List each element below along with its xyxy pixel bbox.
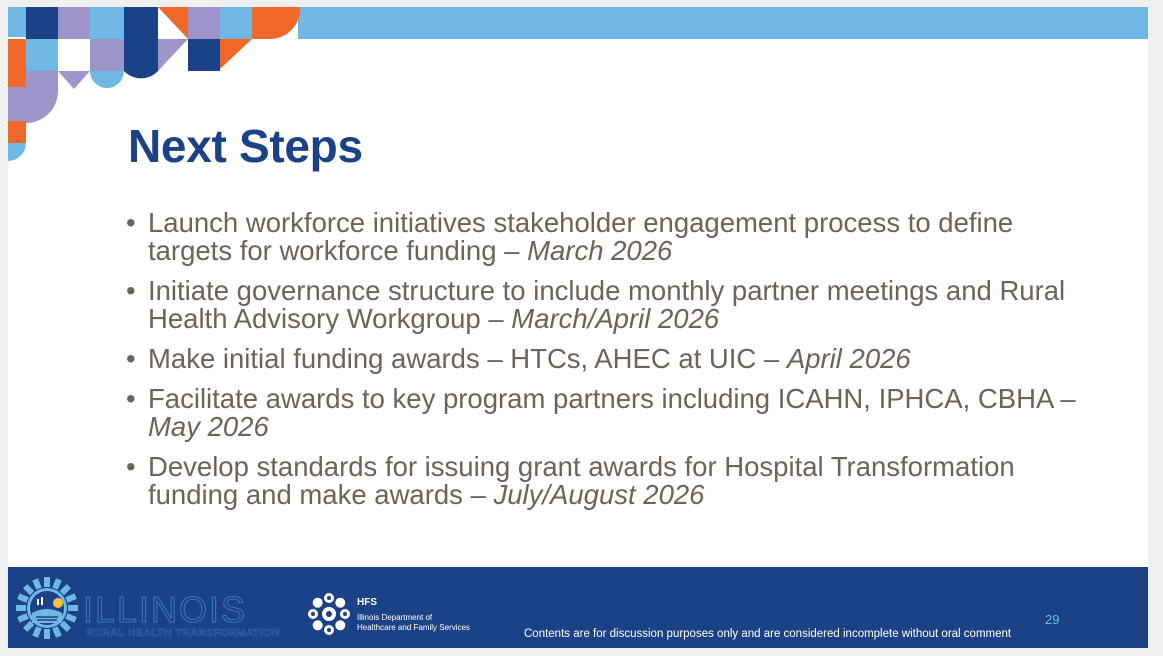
step-date: April 2026 bbox=[786, 343, 911, 374]
step-date: March 2026 bbox=[527, 235, 673, 266]
list-item bbox=[126, 209, 1086, 265]
illinois-logo-subtitle: RURAL HEALTH TRANSFORMATION bbox=[86, 627, 280, 639]
step-text: Develop standards for issuing grant awards for Hospital Transformation funding and make awards – bbox=[148, 451, 1015, 510]
next-steps-list bbox=[126, 209, 1086, 521]
list-item bbox=[126, 277, 1086, 333]
top-accent-bar bbox=[298, 7, 1148, 39]
bullet-icon: • bbox=[126, 275, 136, 306]
list-item bbox=[126, 453, 1086, 509]
illinois-sun-logo-icon bbox=[16, 577, 78, 639]
hfs-line-1: Illinois Department of bbox=[357, 613, 433, 622]
bullet-icon: • bbox=[126, 343, 136, 374]
footer-bar bbox=[8, 567, 1148, 648]
step-date: July/August 2026 bbox=[493, 479, 705, 510]
step-text: Launch workforce initiatives stakeholder engagement process to define targets for workforce funding – bbox=[148, 207, 1014, 266]
slide-title: Next Steps bbox=[128, 120, 363, 172]
step-text: Facilitate awards to key program partners including ICAHN, IPHCA, CBHA – bbox=[148, 383, 1076, 414]
bullet-icon: • bbox=[126, 383, 136, 414]
page-number: 29 bbox=[1045, 612, 1060, 627]
hfs-department-name bbox=[357, 613, 470, 633]
hfs-star-logo-icon bbox=[308, 593, 350, 635]
bullet-icon: • bbox=[126, 207, 136, 238]
illinois-logo-wordmark: ILLINOIS bbox=[83, 589, 248, 630]
list-item bbox=[126, 385, 1086, 441]
step-text: Make initial funding awards – HTCs, AHEC at UIC – bbox=[148, 343, 787, 374]
slide bbox=[8, 7, 1148, 648]
bullet-icon: • bbox=[126, 451, 136, 482]
hfs-title: HFS bbox=[357, 597, 377, 608]
hfs-line-2: Healthcare and Family Services bbox=[357, 623, 470, 632]
step-date: March/April 2026 bbox=[511, 303, 720, 334]
step-date: May 2026 bbox=[148, 411, 269, 442]
list-item bbox=[126, 345, 1086, 373]
step-text: Initiate governance structure to include monthly partner meetings and Rural Health Advisory Workgroup – bbox=[148, 275, 1066, 334]
footer-disclaimer: Contents are for discussion purposes only and are considered incomplete without oral comment bbox=[524, 628, 1012, 640]
